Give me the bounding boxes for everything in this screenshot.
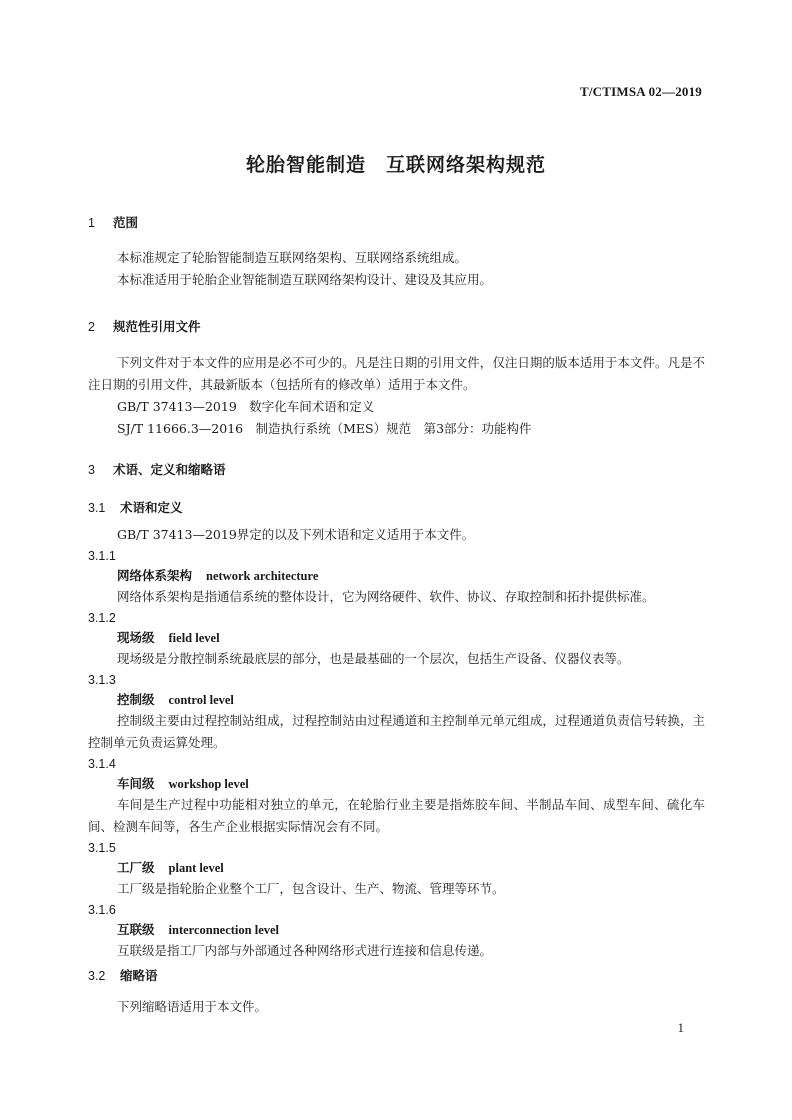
term-name-zh: 网络体系架构 — [117, 568, 193, 583]
section-heading-scope — [88, 213, 705, 231]
term-entry — [88, 546, 705, 608]
section-title: 范围 — [113, 215, 139, 230]
page-title: 轮胎智能制造 互联网络架构规范 — [245, 154, 546, 176]
term-name — [88, 690, 705, 710]
reference-item: SJ/T 11666.3—2016 制造执行系统（MES）规范 第3部分：功能构件 — [117, 421, 532, 436]
section-scope-body — [88, 247, 705, 291]
term-number: 3.1.1 — [88, 549, 116, 563]
paragraph: 下列文件对于本文件的应用是必不可少的。凡是注日期的引用文件，仅注日期的版本适用于本文件。凡是不注日期的引用文件，其最新版本（包括所有的修改单）适用于本文件。 — [88, 355, 705, 392]
term-entry — [88, 754, 705, 838]
term-definition: 工厂级是指轮胎企业整个工厂，包含设计、生产、物流、管理等环节。 — [117, 881, 505, 896]
term-name — [88, 566, 705, 586]
term-name-en: workshop level — [168, 777, 249, 791]
section-number: 3.2 — [88, 969, 106, 983]
term-number: 3.1.3 — [88, 673, 116, 687]
paragraph: 本标准适用于轮胎企业智能制造互联网络架构设计、建设及其应用。 — [117, 272, 493, 287]
section-number: 3 — [88, 463, 95, 477]
paragraph: 下列缩略语适用于本文件。 — [117, 999, 268, 1014]
term-name-zh: 现场级 — [117, 630, 155, 645]
paragraph: GB/T 37413—2019界定的以及下列术语和定义适用于本文件。 — [117, 527, 475, 542]
section-references-body — [88, 352, 705, 440]
term-name — [88, 774, 705, 794]
term-name-en: interconnection level — [168, 923, 280, 937]
section-title: 缩略语 — [120, 968, 158, 983]
standard-code: T/CTIMSA 02—2019 — [579, 84, 702, 99]
section-number: 3.1 — [88, 501, 106, 515]
term-number: 3.1.2 — [88, 611, 116, 625]
term-name-zh: 互联级 — [117, 922, 155, 937]
section-number: 1 — [88, 216, 95, 230]
term-number: 3.1.6 — [88, 903, 116, 917]
term-number: 3.1.5 — [88, 841, 116, 855]
section-title: 规范性引用文件 — [113, 319, 201, 334]
term-name-zh: 工厂级 — [117, 860, 155, 875]
term-definition: 网络体系架构是指通信系统的整体设计，它为网络硬件、软件、协议、存取控制和拓扑提供标准。 — [117, 589, 655, 604]
subsection-heading-terms-definitions — [88, 498, 705, 516]
section-number: 2 — [88, 320, 95, 334]
abbreviations-body — [88, 996, 705, 1018]
section-heading-normative-references — [88, 317, 705, 335]
term-name — [88, 858, 705, 878]
term-entry — [88, 608, 705, 670]
page-number: 1 — [677, 1020, 684, 1035]
terms-list — [88, 524, 705, 962]
term-definition: 现场级是分散控制系统最底层的部分，也是最基础的一个层次，包括生产设备、仪器仪表等。 — [117, 651, 630, 666]
term-number: 3.1.4 — [88, 757, 116, 771]
subsection-heading-abbreviations — [88, 966, 705, 984]
term-name-en: control level — [168, 693, 234, 707]
term-name-en: plant level — [168, 861, 224, 875]
reference-item: GB/T 37413—2019 数字化车间术语和定义 — [117, 399, 375, 414]
term-name-en: network architecture — [206, 569, 319, 583]
term-definition: 互联级是指工厂内部与外部通过各种网络形式进行连接和信息传递。 — [117, 943, 493, 958]
term-name-en: field level — [168, 631, 220, 645]
term-definition: 车间是生产过程中功能相对独立的单元，在轮胎行业主要是指炼胶车间、半制品车间、成型车间、硫化车间、检测车间等，各生产企业根据实际情况会有不同。 — [88, 797, 705, 834]
section-heading-terms — [88, 460, 705, 478]
term-name — [88, 628, 705, 648]
section-title: 术语、定义和缩略语 — [113, 462, 226, 477]
term-entry — [88, 838, 705, 900]
term-name-zh: 车间级 — [117, 776, 155, 791]
term-entry — [88, 670, 705, 754]
paragraph: 本标准规定了轮胎智能制造互联网络架构、互联网络系统组成。 — [117, 250, 468, 265]
term-entry — [88, 900, 705, 962]
term-definition: 控制级主要由过程控制站组成，过程控制站由过程通道和主控制单元单元组成，过程通道负责信号转换，主控制单元负责运算处理。 — [88, 713, 705, 750]
term-name-zh: 控制级 — [117, 692, 155, 707]
section-title: 术语和定义 — [120, 500, 183, 515]
term-name — [88, 920, 705, 940]
